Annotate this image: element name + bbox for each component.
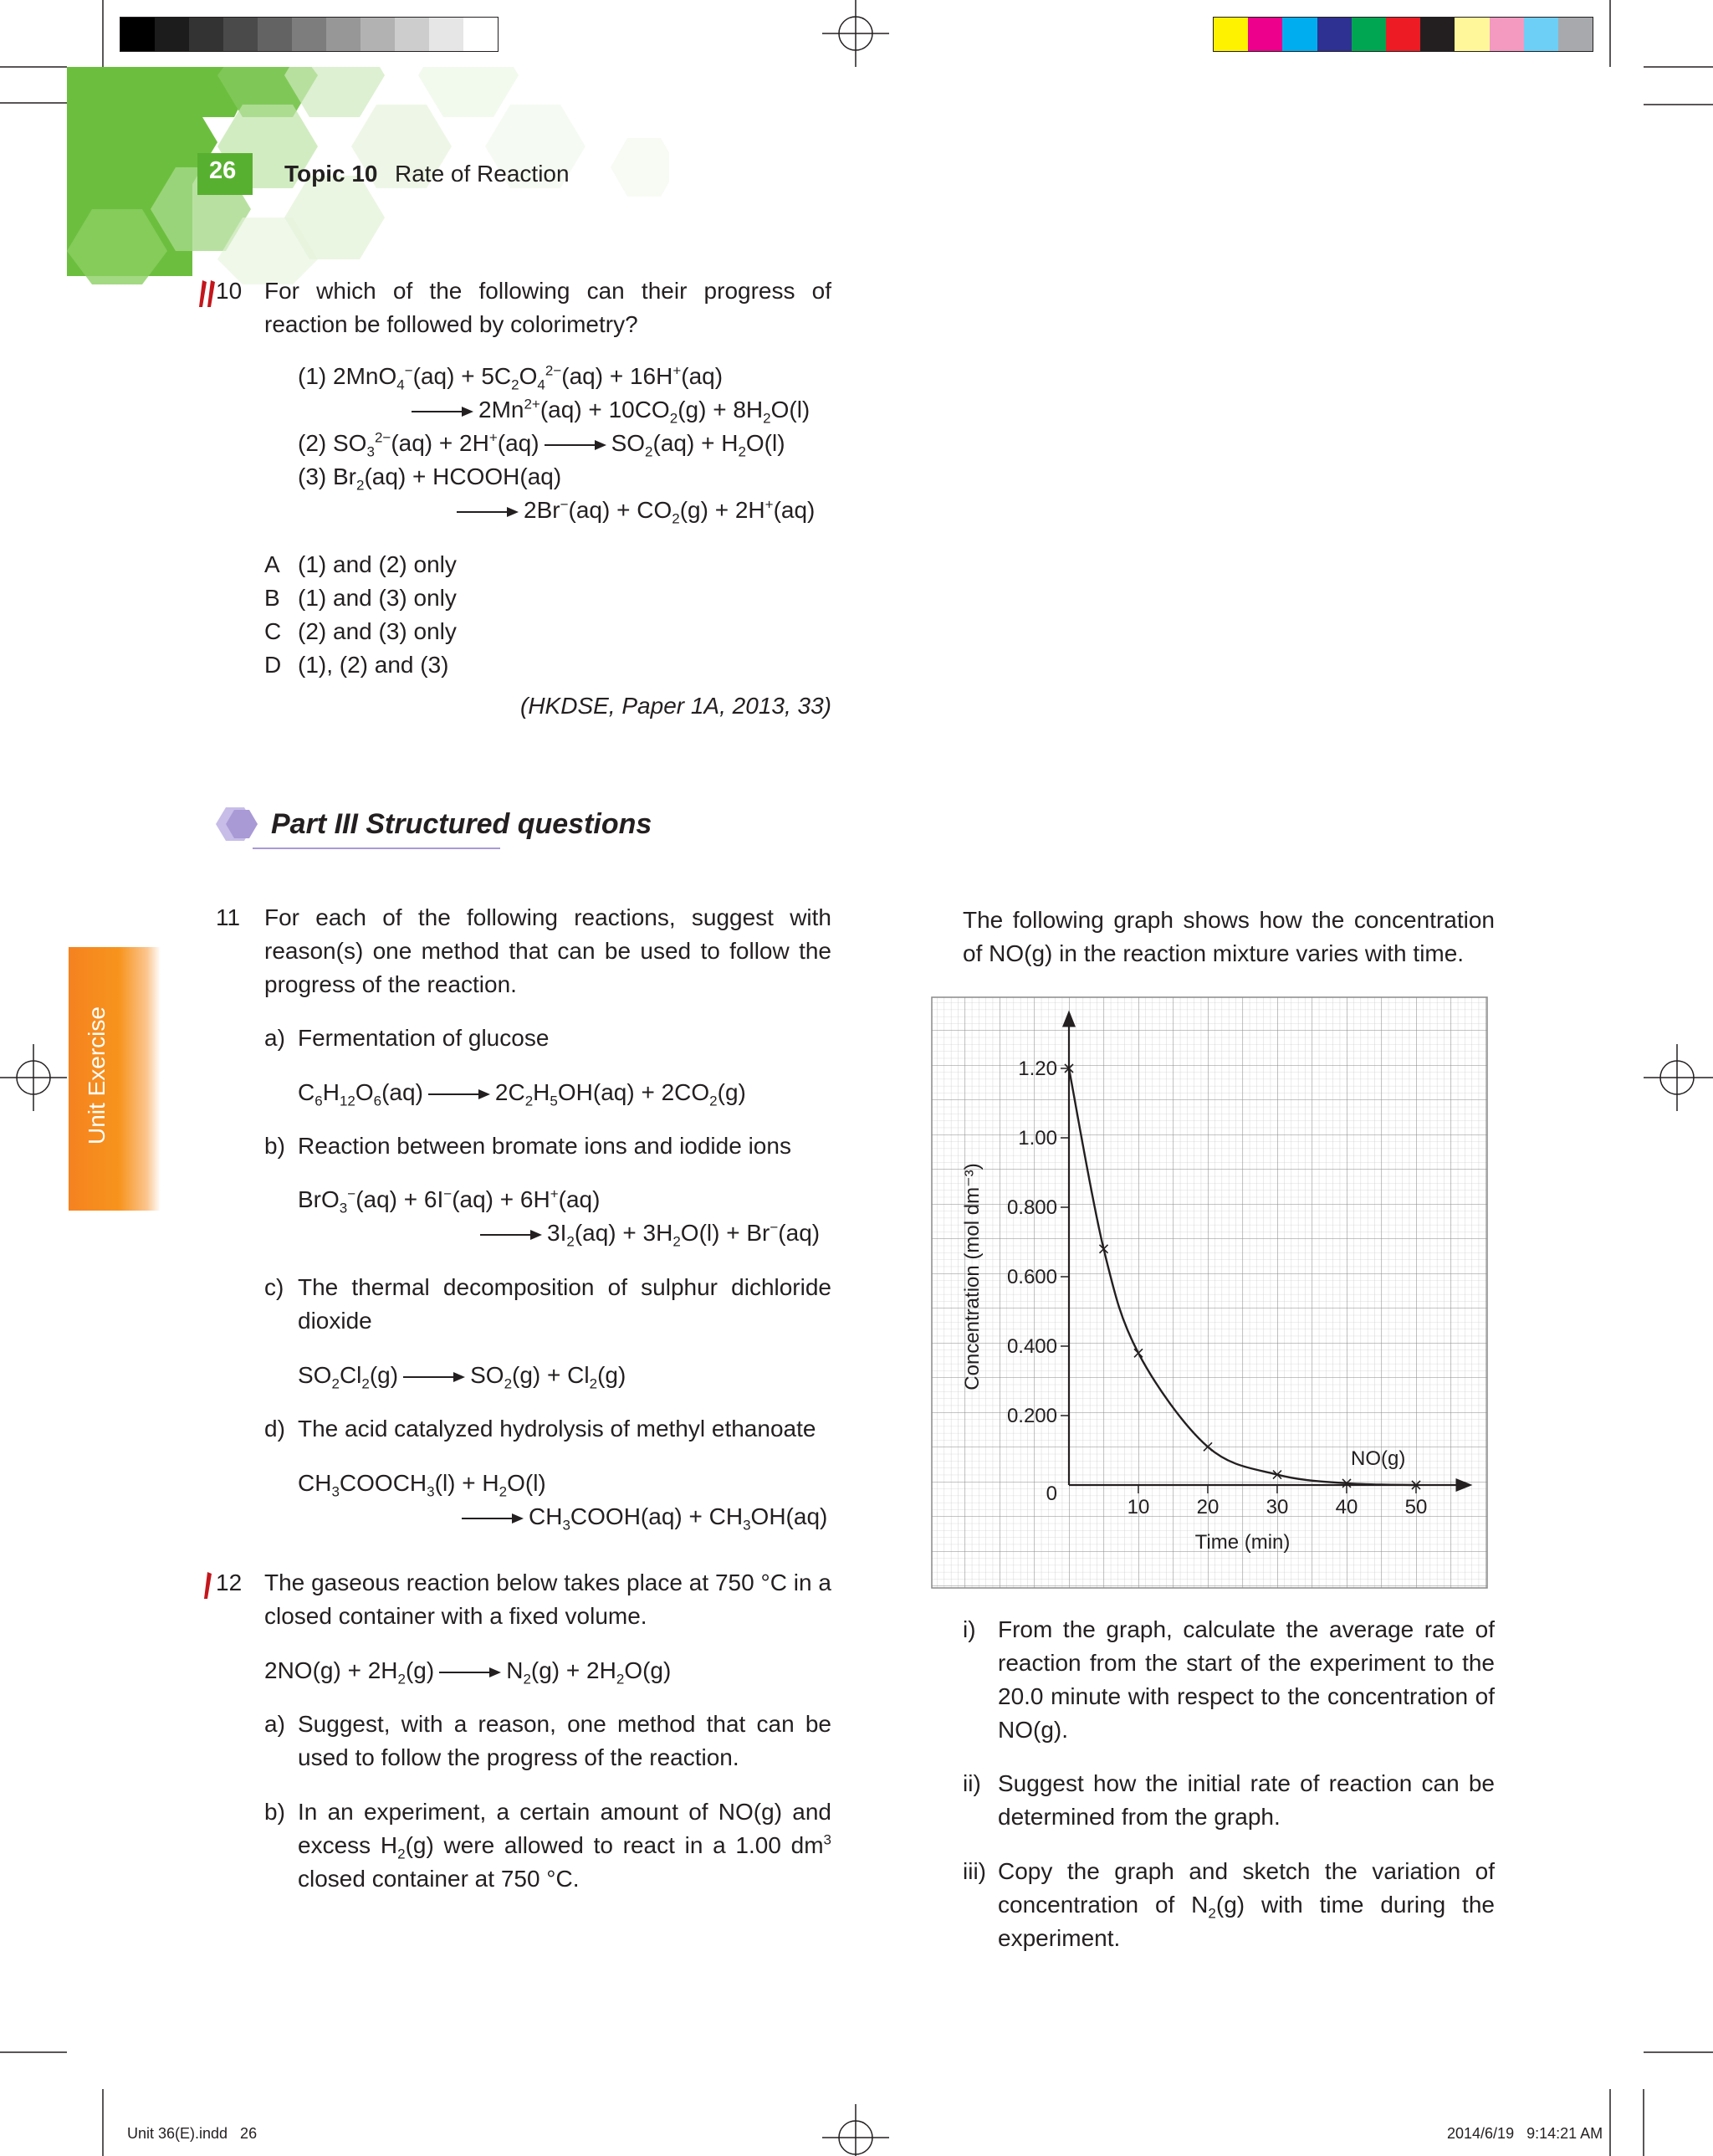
x-tick-label: 10: [1127, 1496, 1150, 1518]
option-text: (1), (2) and (3): [298, 652, 449, 678]
q11-a-equation: $C_6H_{12}O_6(aq) 2C_2H_5OH(aq) + 2CO_2(g)$: [298, 1079, 746, 1109]
section-title: Part III Structured questions: [271, 808, 652, 840]
y-tick-label: 1.20: [1018, 1058, 1057, 1080]
side-tab-label: Unit Exercise: [84, 1006, 110, 1145]
x-tick-label: 20: [1196, 1496, 1220, 1518]
q11-b-equation: BrO$_3$−(aq) + 6I−(aq) + 6H+(aq): [298, 1186, 601, 1216]
y-tick-label: 0.800: [1006, 1196, 1057, 1219]
q12-b-part: (g) were allowed to react in a 1.00 dm: [405, 1832, 824, 1858]
q12-iii-part: (g) with time during the experiment.: [998, 1892, 1495, 1951]
q11-c-equation: $SO_2Cl_2(g) SO_2(g) + Cl_2(g)$: [298, 1362, 626, 1392]
q10-reaction-3-products: $2Br^-(aq) + CO_2(g) + 2H^+(aq)$: [452, 494, 815, 527]
q11-d-label: d): [264, 1416, 285, 1442]
q12-number: 12: [216, 1570, 243, 1595]
arrow-icon: [412, 406, 473, 417]
q12-b-part: In an experiment, a certain amount of NO(g) and excess H: [298, 1799, 831, 1858]
q11-b-label: b): [264, 1133, 285, 1159]
footer-timestamp: 2014/6/19 9:14:21 AM: [1447, 2125, 1603, 2142]
q12-equation: $2NO(g) + 2H_2(g) N_2(g) + 2H_2O(g)$: [264, 1657, 672, 1687]
x-tick-label: 30: [1266, 1496, 1289, 1518]
q10-reaction-1-products: $2Mn^{2+}(aq) + 10CO_2(g) + 8H_2O(l)$: [407, 393, 810, 427]
origin-label: 0: [1046, 1483, 1057, 1505]
q10-source: (HKDSE, Paper 1A, 2013, 33): [520, 693, 831, 719]
topic-label: Topic 10: [284, 161, 378, 187]
q12-b-part: closed container at 750 °C.: [298, 1866, 580, 1892]
q12-stem: The gaseous reaction below takes place at 750 °C in a closed container with a fixed volume.: [264, 1570, 831, 1629]
series-label: NO(g): [1351, 1447, 1406, 1470]
arrow-icon: [480, 1229, 542, 1241]
q11-d-equation: $CH_3COOCH_3(l) + H_2O(l)$: [298, 1470, 546, 1500]
q11-a-label: a): [264, 1025, 285, 1051]
q11-number: 11: [216, 904, 241, 930]
option-letter: B: [264, 585, 280, 611]
x-tick-label: 50: [1404, 1496, 1428, 1518]
y-tick-label: 0.200: [1006, 1405, 1057, 1427]
q12-i-text: From the graph, calculate the average rate of reaction from the start of the experiment to the 20.0 minute with respect to the concentration of NO(g).: [998, 1616, 1495, 1743]
option-letter: D: [264, 652, 282, 678]
y-tick-label: 0.600: [1006, 1266, 1057, 1288]
q10-reaction-3: (3) $Br_2(aq)$ + HCOOH(aq): [298, 463, 562, 494]
q12-b-text: In an experiment, a certain amount of NO(g) and excess $H_2(g)$ were allowed to react in a 1.00 $dm^3$ closed container at 750 °C.: [298, 1799, 831, 1892]
arrow-icon: [457, 506, 519, 518]
graph-intro: The following graph shows how the concentration of NO(g) in the reaction mixture varies with time.: [963, 907, 1495, 966]
y-axis-label: Concentration (mol dm⁻³): [961, 1163, 984, 1390]
q11-d-text: The acid catalyzed hydrolysis of methyl ethanoate: [298, 1416, 816, 1442]
q12-a-text: Suggest, with a reason, one method that can be used to follow the progress of the reaction.: [298, 1711, 831, 1770]
q11-b-products: $3I_2(aq) + 3H_2O(l) + Br^-(aq)$: [475, 1216, 820, 1250]
arrow-icon: [428, 1088, 490, 1100]
section-underline: [253, 848, 500, 849]
page-number-badge: [197, 153, 253, 195]
topic-title: Rate of Reaction: [395, 161, 570, 187]
q10-reaction-2: (2) $SO_3^{2-}(aq) + 2H^+(aq) SO_2(aq) + H_2O(l)$: [298, 429, 785, 460]
arrow-icon: [439, 1667, 501, 1678]
chilli-icon: [201, 1570, 214, 1600]
q11-stem: For each of the following reactions, suggest with reason(s) one method that can be used to follow the progress of the reaction.: [264, 904, 831, 997]
q10-number: 10: [216, 278, 243, 304]
option-letter: A: [264, 551, 280, 577]
q12-i-label: i): [963, 1616, 976, 1642]
q11-c-text: The thermal decomposition of sulphur dichloride dioxide: [298, 1274, 831, 1334]
q11-b-text: Reaction between bromate ions and iodide ions: [298, 1133, 791, 1159]
arrow-icon: [545, 439, 606, 451]
option-letter: C: [264, 618, 282, 644]
q10-reaction-1: (1) $2MnO_4^-(aq) + 5C_2O_4^{2-}(aq) + 16H^+(aq)$: [298, 362, 724, 393]
q12-ii-label: ii): [963, 1770, 981, 1796]
q12-ii-text: Suggest how the initial rate of reaction can be determined from the graph.: [998, 1770, 1495, 1830]
q12-iii-part: Copy the graph and sketch the variation of concentration of N: [998, 1858, 1495, 1918]
x-axis-label: Time (min): [1194, 1531, 1291, 1554]
page-number: 26: [209, 157, 237, 184]
q11-c-label: c): [264, 1274, 284, 1300]
option-text: (2) and (3) only: [298, 618, 457, 644]
q11-d-products: $CH_3COOH(aq) + CH_3OH(aq)$: [457, 1500, 827, 1534]
option-text: (1) and (2) only: [298, 551, 457, 577]
x-tick-label: 40: [1335, 1496, 1358, 1518]
q11-a-text: Fermentation of glucose: [298, 1025, 550, 1051]
section-hex-icon: [214, 799, 264, 851]
concentration-time-chart: [930, 996, 1491, 1590]
q12-a-label: a): [264, 1711, 285, 1737]
q10-stem: For which of the following can their progress of reaction be followed by colorimetry?: [264, 278, 831, 337]
side-tab: [69, 947, 161, 1211]
q12-iii-text: Copy the graph and sketch the variation of concentration of $N_2(g)$ with time during the experiment.: [998, 1858, 1495, 1951]
arrow-icon: [403, 1371, 465, 1383]
option-text: (1) and (3) only: [298, 585, 457, 611]
q12-iii-label: iii): [963, 1858, 986, 1884]
y-tick-label: 0.400: [1006, 1335, 1057, 1358]
arrow-icon: [462, 1513, 524, 1524]
q12-b-label: b): [264, 1799, 285, 1825]
footer-file: Unit 36(E).indd 26: [127, 2125, 258, 2142]
y-tick-label: 1.00: [1018, 1127, 1057, 1150]
